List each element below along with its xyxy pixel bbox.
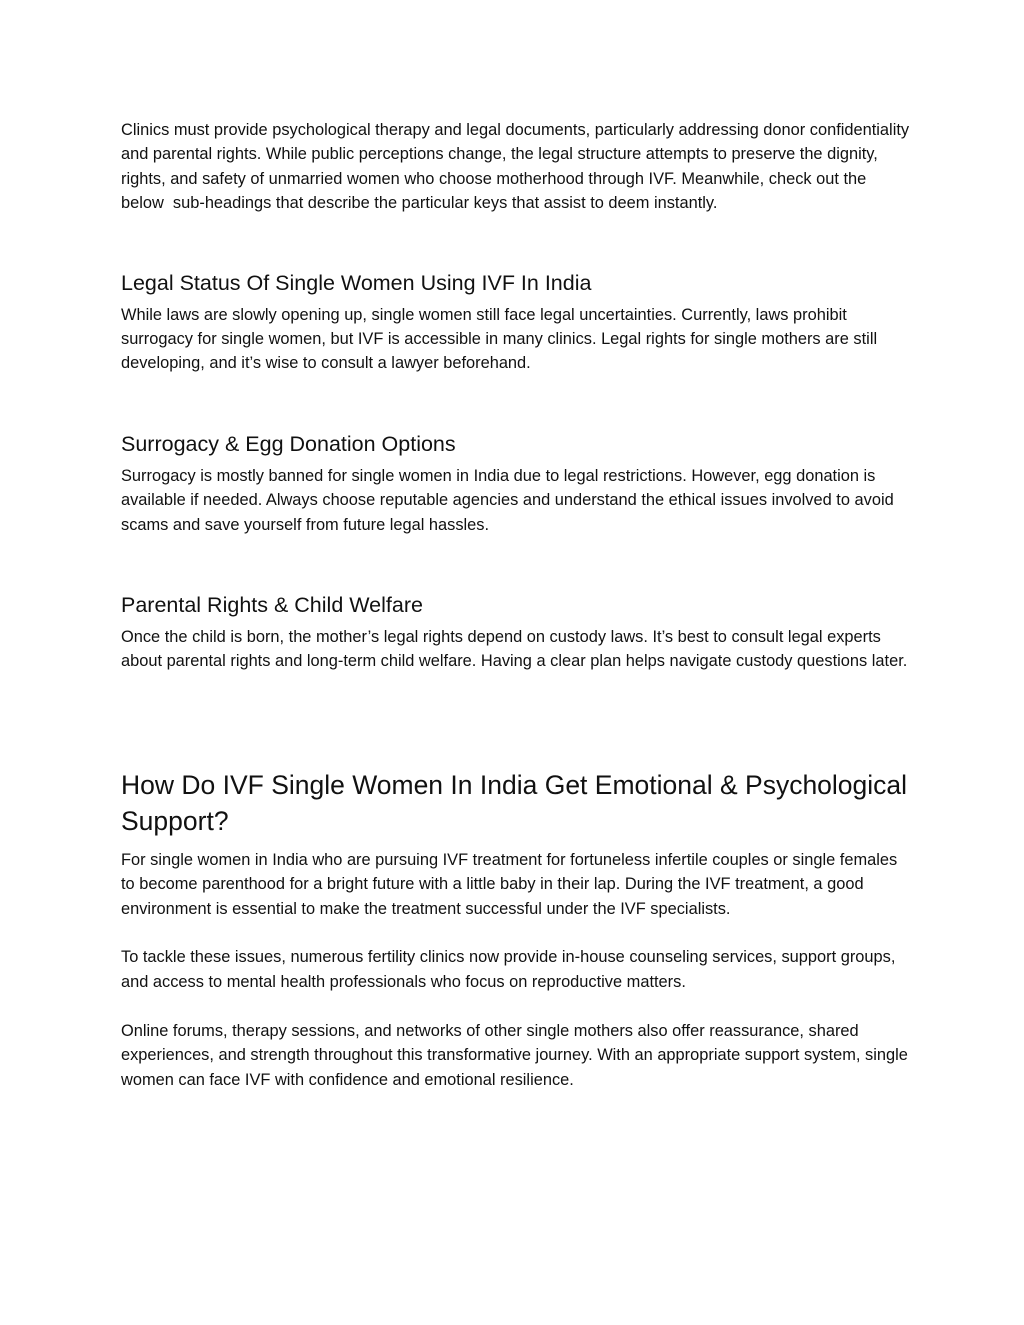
parental-rights-paragraph: Once the child is born, the mother’s legal rights depend on custody laws. It’s best to consult legal experts about parental rights and long-term child welfare. Having a clear plan helps navigate custody questions later. (121, 628, 908, 671)
document-page (121, 118, 914, 1092)
surrogacy-heading: Surrogacy & Egg Donation Options (121, 431, 456, 456)
support-paragraph-3: Online forums, therapy sessions, and networks of other single mothers also offer reassurance, shared experiences, and strength throughout this transformative journey. With an appropriate support system, single women can face IVF with confidence and emotional resilience. (121, 1021, 913, 1089)
support-paragraph-2: To tackle these issues, numerous fertility clinics now provide in-house counseling services, support groups, and access to mental health professionals who focus on reproductive matters. (121, 948, 900, 991)
intro-paragraph: Clinics must provide psychological therapy and legal documents, particularly addressing donor confidentiality and parental rights. While public perceptions change, the legal structure attempts to preserve the dignity, rights, and safety of unmarried women who choose motherhood through IVF. Meanwhile, check out the below sub-headings that describe the particular keys that assist to deem instantly. (121, 121, 914, 213)
legal-status-heading: Legal Status Of Single Women Using IVF In India (121, 270, 592, 295)
parental-rights-heading: Parental Rights & Child Welfare (121, 593, 423, 618)
support-heading: How Do IVF Single Women In India Get Emotional & Psychological Support? (121, 769, 908, 836)
support-paragraph-1: For single women in India who are pursuing IVF treatment for fortuneless infertile couples or single females to become parenthood for a bright future with a little baby in their lap. During the IVF treatment, a good environment is essential to make the treatment successful under the IVF specialists. (121, 850, 902, 918)
legal-status-paragraph: While laws are slowly opening up, single women still face legal uncertainties. Currently, laws prohibit surrogacy for single women, but IVF is accessible in many clinics. Legal rights for single mothers are still developing, and it’s wise to consult a lawyer beforehand. (121, 305, 882, 373)
surrogacy-paragraph: Surrogacy is mostly banned for single women in India due to legal restrictions. However, egg donation is available if needed. Always choose reputable agencies and understand the ethical issues involved to avoid scams and save yourself from future legal hassles. (121, 466, 899, 534)
